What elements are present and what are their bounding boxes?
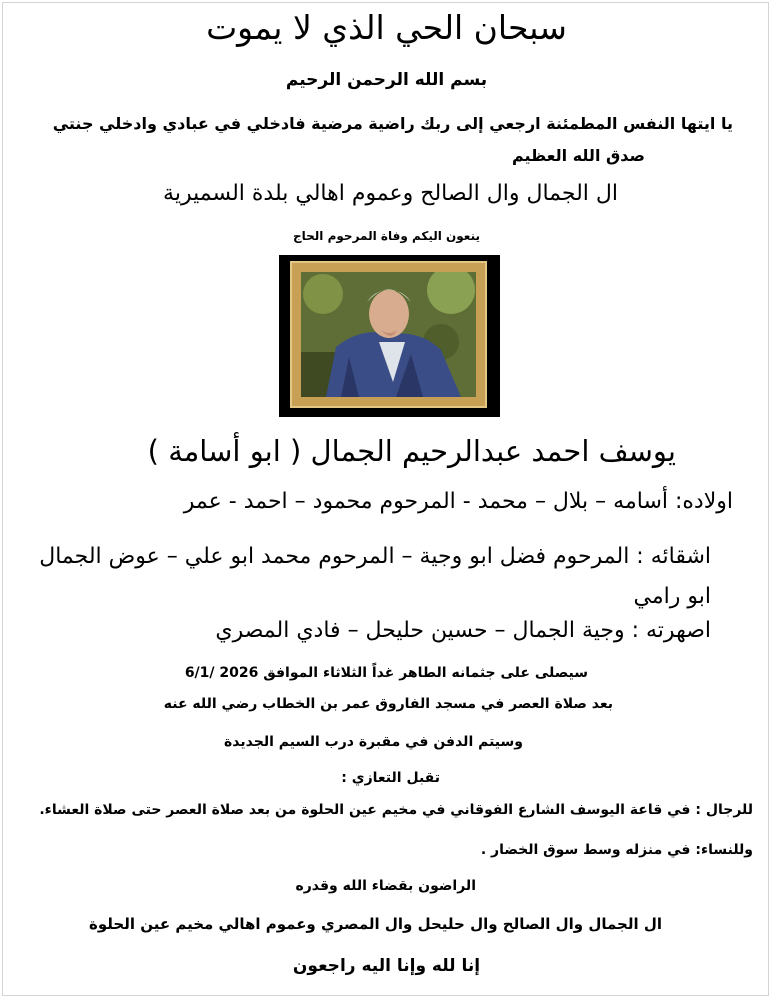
verse-closing: صدق الله العظيم [511,146,645,165]
funeral-prayer-location: بعد صلاة العصر في مسجد الفاروق عمر بن الخطاب رضي الله عنه [163,696,613,712]
death-announcement: ينعون اليكم وفاة المرحوم الحاج [293,229,480,243]
gold-picture-frame [292,263,485,406]
mourning-families: ال الجمال وال الصالح وعموم اهالي بلدة السميرية [163,181,618,206]
condolences-women: وللنساء: في منزله وسط سوق الخضار . [480,842,753,858]
siblings-list: اشقائه : المرحوم فضل ابو وجية – المرحوم محمد ابو علي – عوض الجمال ابو رامي [39,544,711,609]
children-list: اولاده: أسامه – بلال – محمد - المرحوم محمود – احمد - عمر [183,489,733,514]
acceptance-phrase: الراضون بقضاء الله وقدره [295,878,476,894]
elderly-man-portrait [301,272,476,397]
funeral-prayer-date: سيصلى على جثمانه الطاهر غداً الثلاثاء الموافق 2026 /6/1 [184,665,588,681]
deceased-name: يوسف احمد عبدالرحيم الجمال ( ابو أسامة ) [147,434,676,468]
signing-families: ال الجمال وال الصالح وال حليحل وال المصري وعموم اهالي مخيم عين الحلوة [89,915,662,933]
basmala: بسم الله الرحمن الرحيم [285,70,488,90]
closing-verse: إنا لله وإنا اليه راجعون [292,956,481,976]
condolences-heading: تقبل التعازي : [341,770,440,786]
condolences-men: للرجال : في قاعة اليوسف الشارع الفوقاني في مخيم عين الحلوة من بعد صلاة العصر حتى صلاة العشاء. [39,802,753,818]
quran-verse: يا ايتها النفس المطمئنة ارجعي إلى ربك راضية مرضية فادخلي في عبادي وادخلي جنتي [52,114,733,133]
portrait-photo [279,255,500,417]
page-title: سبحان الحي الذي لا يموت [206,8,567,47]
burial-location: وسيتم الدفن في مقبرة درب السيم الجديدة [224,734,523,750]
in-laws-list: اصهرته : وجية الجمال – حسين حليحل – فادي المصري [215,618,711,643]
